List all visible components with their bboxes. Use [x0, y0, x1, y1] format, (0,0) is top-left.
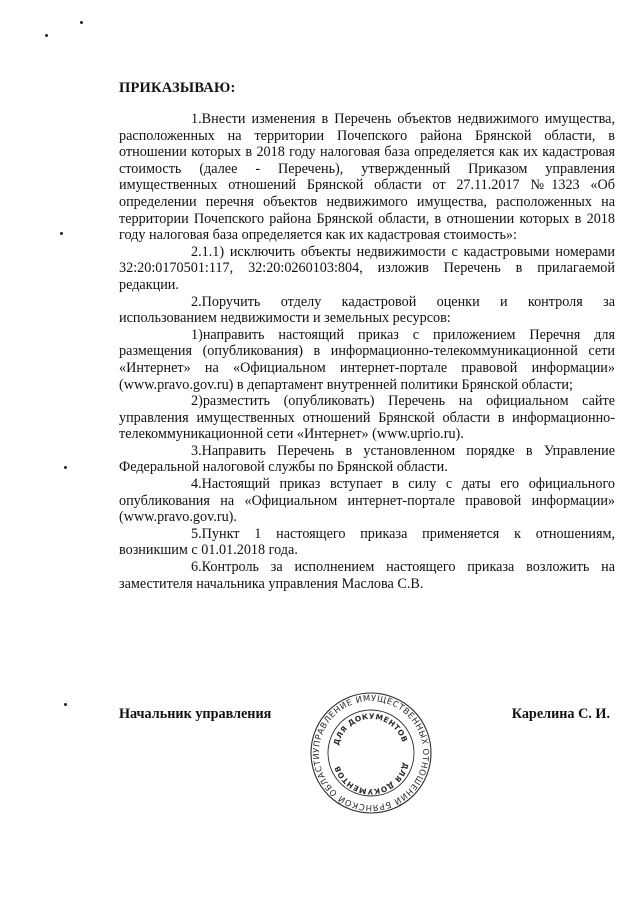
stamp-inner-text-top-path: ДЛЯ ДОКУМЕНТОВ — [331, 711, 410, 747]
item-number: 1) — [191, 326, 203, 343]
item-text: Внести изменения в Перечень объектов недвижимого имущества, расположенных на территории Почепского района Брянской области, в отношении которых в 2018 году налоговая база определяется как их кадастровая стоимость (далее - Перечень), утвержденный Приказом управления имущественных отношений Брянской области от 27.11.2017 №1323 «Об определении перечня объектов недвижимого имущества, расположенных на территории Почепского района Брянской области, в отношении которых в 2018 году налоговая база определяется как их кадастровая стоимость»: — [119, 111, 615, 244]
signer-name: Карелина С. И. — [511, 706, 610, 722]
item-text: 1.1) исключить объекты недвижимости с кадастровыми номерами 32:20:0170501:117, 32:20:0260103:804, изложив Перечень в прилагаемой редакции. — [119, 243, 615, 293]
item-number: 2. — [191, 243, 202, 260]
order-item — [119, 393, 615, 443]
order-item — [119, 111, 615, 244]
scan-speck — [45, 34, 48, 37]
order-item — [119, 443, 615, 476]
item-number: 3. — [191, 442, 202, 459]
stamp-inner-text-bottom-path: ДЛЯ ДОКУМЕНТОВ — [332, 761, 411, 797]
order-item — [119, 559, 615, 592]
order-item — [119, 294, 615, 327]
item-number: 5. — [191, 525, 202, 542]
stamp-outer-text-path: УПРАВЛЕНИЕ ИМУЩЕСТВЕННЫХ ОТНОШЕНИЙ БРЯНСКОЙ ОБЛАСТИ — [310, 692, 432, 814]
stamp-inner-ring — [328, 710, 414, 796]
scan-speck — [60, 232, 63, 235]
item-number: 2. — [191, 293, 202, 310]
signer-position: Начальник управления — [119, 706, 272, 722]
order-item — [119, 244, 615, 294]
item-text: Поручить отделу кадастровой оценки и контроля за использованием недвижимости и земельных ресурсов: — [119, 293, 615, 327]
stamp-inner-text-top — [332, 712, 410, 746]
official-stamp — [308, 690, 434, 816]
scan-speck — [64, 466, 67, 469]
item-text: Контроль за исполнением настоящего приказа возложить на заместителя начальника управления Маслова С.В. — [119, 559, 615, 592]
item-number: 1. — [191, 111, 202, 127]
stamp-inner-text-bottom — [333, 762, 411, 796]
order-item — [119, 526, 615, 559]
item-text: Пункт 1 настоящего приказа применяется к отношениям, возникшим с 01.01.2018 года. — [119, 525, 615, 559]
order-item — [119, 327, 615, 393]
scan-speck — [64, 703, 67, 706]
item-number: 4. — [191, 476, 202, 493]
scan-speck — [80, 21, 83, 24]
item-number: 6. — [191, 559, 202, 576]
item-text: Настоящий приказ вступает в силу с даты его официального опубликования на «Официальном интернет-портале правовой информации» (www.pravo.gov.ru). — [119, 476, 615, 526]
item-number: 2) — [191, 393, 203, 410]
order-body — [119, 111, 615, 592]
item-text: направить настоящий приказ с приложением Перечня для размещения (опубликования) в информационно-телекоммуникационной сети «Интернет» на «Официальном интернет-портале правовой информации» (www.pravo.gov.ru) в департамент внутренней политики Брянской области; — [119, 326, 615, 393]
item-text: Направить Перечень в установленном порядке в Управление Федеральной налоговой службы по Брянской области. — [119, 442, 615, 476]
order-heading: ПРИКАЗЫВАЮ: — [119, 80, 236, 96]
order-item — [119, 476, 615, 526]
item-text: разместить (опубликовать) Перечень на официальном сайте управления имущественных отношений Брянской области в информационно-телекоммуникационной сети «Интернет» (www.uprio.ru). — [119, 393, 615, 443]
